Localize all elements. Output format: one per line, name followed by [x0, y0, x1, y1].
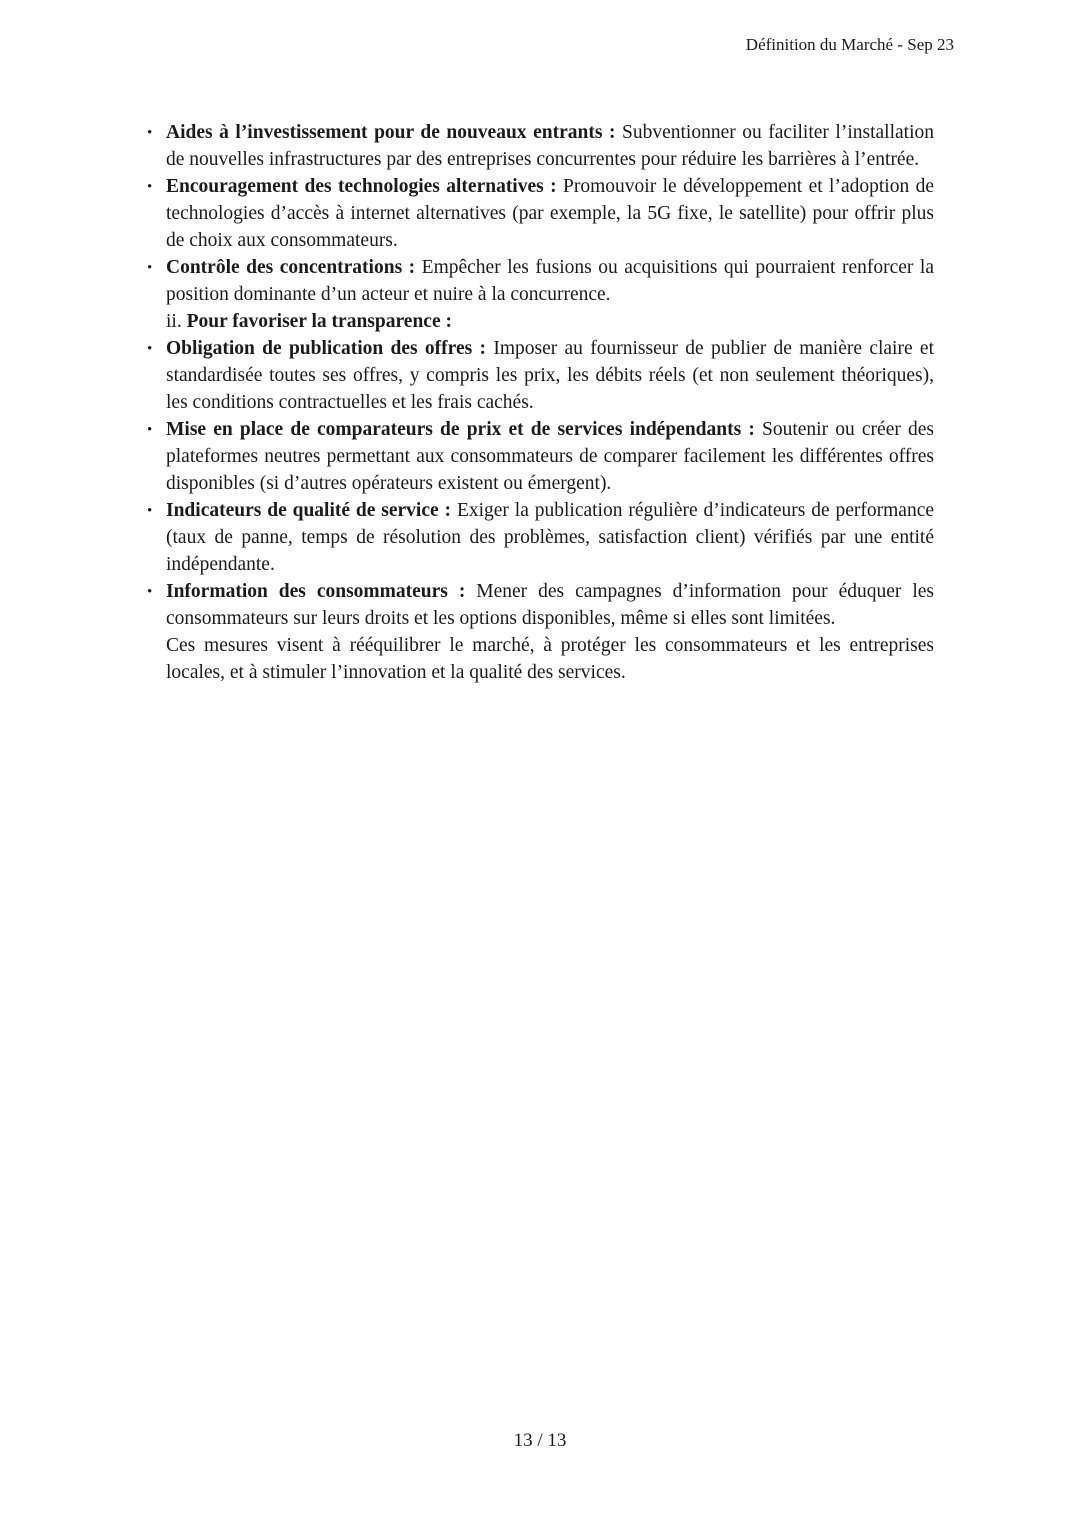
bullet-icon: •: [147, 125, 153, 141]
item-label: Contrôle des concentrations :: [166, 257, 416, 278]
bullet-icon: •: [147, 341, 153, 357]
item-label: Obligation de publication des offres :: [166, 338, 487, 359]
bullet-icon: •: [147, 260, 153, 276]
item-text: Subventionner ou faciliter l’installation de nouvelles infrastructures par des entreprises concurrentes pour réduire les barrières à l’entrée.: [166, 122, 934, 170]
item-text: Promouvoir le développement et l’adoption de technologies d’accès à internet alternatives (par exemple, la 5G fixe, le satellite) pour offrir plus de choix aux consommateurs.: [166, 176, 935, 251]
subheading-label: Pour favoriser la transparence :: [186, 311, 452, 332]
document-body: [147, 119, 935, 686]
subheading: [166, 308, 934, 335]
list-item: [147, 416, 934, 497]
item-label: Mise en place de comparateurs de prix et de services indépendants :: [166, 419, 755, 440]
item-label: Encouragement des technologies alternatives :: [166, 176, 557, 197]
page-number: 13 / 13: [513, 1430, 567, 1451]
list-item: [147, 254, 934, 335]
bullet-icon: •: [147, 422, 153, 438]
item-label: Information des consommateurs :: [166, 581, 466, 602]
list-item: [147, 335, 934, 416]
item-text: Soutenir ou créer des plateformes neutres permettant aux consommateurs de comparer facilement les différentes offres disponibles (si d’autres opérateurs existent ou émergent).: [166, 419, 934, 494]
page-header-title: Définition du Marché - Sep 23: [745, 35, 954, 54]
list-item: [147, 173, 935, 254]
item-text: Imposer au fournisseur de publier de manière claire et standardisée toutes ses offres, y compris les prix, les débits réels (et non seulement théoriques), les conditions contractuelles et les frais cachés.: [166, 338, 934, 413]
list-item: [147, 497, 935, 578]
item-text: Mener des campagnes d’information pour éduquer les consommateurs sur leurs droits et les options disponibles, même si elles sont limitées.: [166, 581, 934, 629]
bullet-icon: •: [147, 584, 153, 600]
list-item: [147, 119, 934, 173]
item-label: Indicateurs de qualité de service :: [166, 500, 452, 521]
item-text: Empêcher les fusions ou acquisitions qui pourraient renforcer la position dominante d’un acteur et nuire à la concurrence.: [166, 257, 934, 305]
bullet-icon: •: [147, 503, 153, 519]
item-text: Exiger la publication régulière d’indicateurs de performance (taux de panne, temps de résolution des problèmes, satisfaction client) vérifiés par une entité indépendante.: [166, 500, 935, 575]
bullet-list: [147, 119, 935, 686]
bullet-icon: •: [147, 179, 153, 195]
subheading-numeral: ii.: [166, 311, 182, 332]
closing-paragraph: Ces mesures visent à rééquilibrer le marché, à protéger les consommateurs et les entreprises locales, et à stimuler l’innovation et la qualité des services.: [166, 635, 934, 683]
item-label: Aides à l’investissement pour de nouveaux entrants :: [166, 122, 616, 143]
list-item: [147, 578, 934, 686]
